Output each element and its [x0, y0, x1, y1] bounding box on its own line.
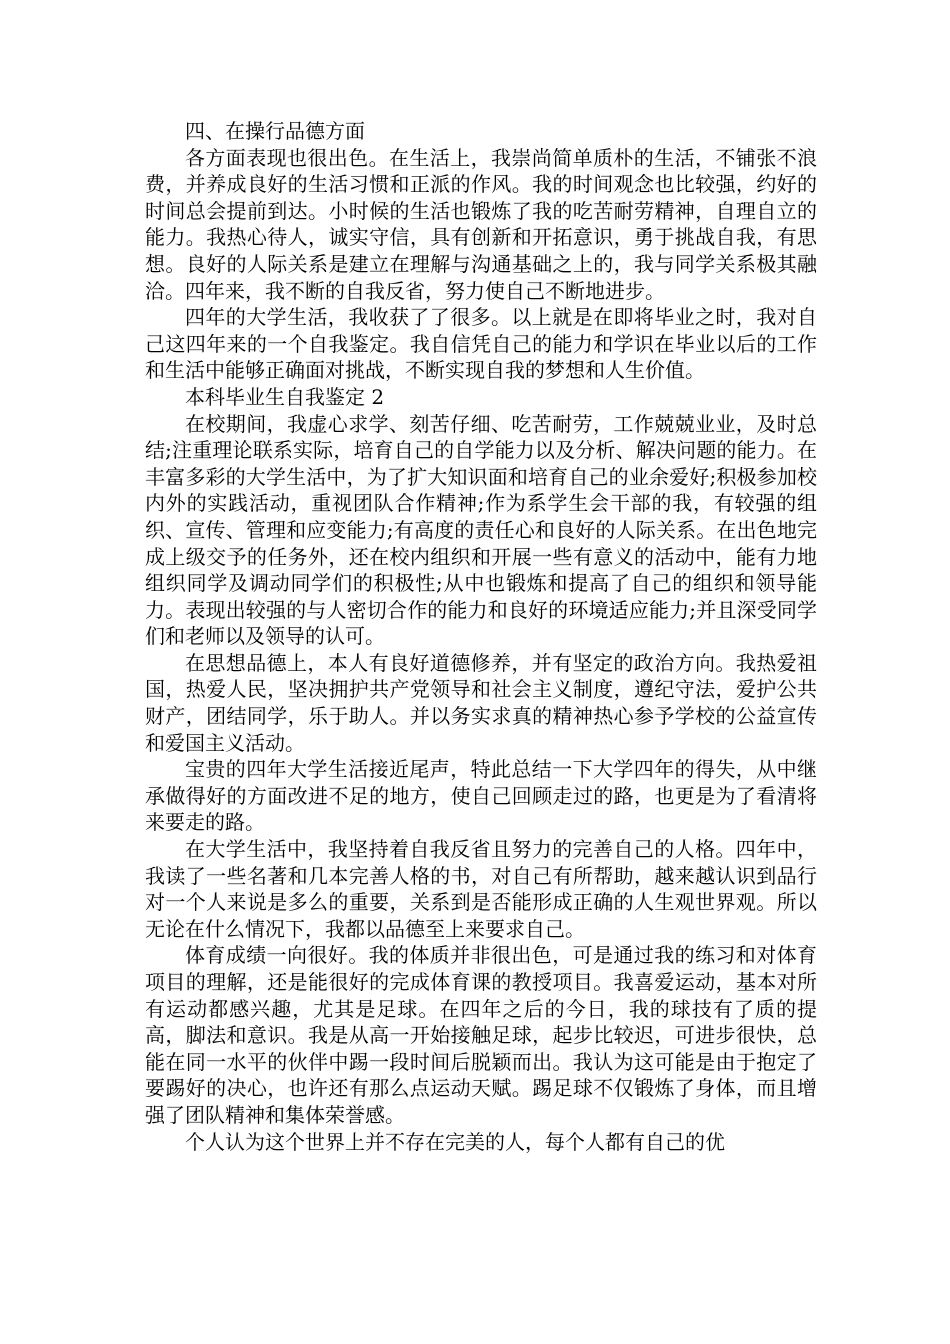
section-heading: 四、在操行品德方面 — [185, 119, 365, 143]
document-subtitle: 本科毕业生自我鉴定 2 — [185, 384, 385, 409]
paragraph: 宝贵的四年大学生活接近尾声，特此总结一下大学四年的得失，从中继承做得好的方面改进不足的地方，使自己回顾走过的路，也更是为了看清将来要走的路。 — [145, 757, 817, 835]
paragraph: 四年的大学生活，我收获了了很多。以上就是在即将毕业之时，我对自己这四年来的一个自我鉴定。我自信凭自己的能力和学识在毕业以后的工作和生活中能够正确面对挑战，不断实现自我的梦想和人生价值。 — [145, 305, 817, 383]
paragraph: 在大学生活中，我坚持着自我反省且努力的完善自己的人格。四年中，我读了一些名著和几本完善人格的书，对自己有所帮助，越来越认识到品行对一个人来说是多么的重要，关系到是否能形成正确的人生观世界观。所以无论在什么情况下，我都以品德至上来要求自己。 — [145, 837, 817, 941]
paragraph: 在思想品德上，本人有良好道德修养，并有坚定的政治方向。我热爱祖国，热爱人民，坚决拥护共产党领导和社会主义制度，遵纪守法，爱护公共财产，团结同学，乐于助人。并以务实求真的精神热心参予学校的公益宣传和爱国主义活动。 — [145, 650, 817, 755]
paragraph: 各方面表现也很出色。在生活上，我崇尚简单质朴的生活，不铺张不浪费，并养成良好的生活习惯和正派的作风。我的时间观念也比较强，约好的时间总会提前到达。小时候的生活也锻炼了我的吃苦耐劳精神，自理自立的能力。我热心待人，诚实守信，具有创新和开拓意识，勇于挑战自我，有思想。良好的人际关系是建立在理解与沟通基础之上的，我与同学关系极其融洽。四年来，我不断的自我反省，努力使自己不断地进步。 — [145, 145, 817, 303]
paragraph: 体育成绩一向很好。我的体质并非很出色，可是通过我的练习和对体育项目的理解，还是能很好的完成体育课的教授项目。我喜爱运动，基本对所有运动都感兴趣，尤其是足球。在四年之后的今日，我的球技有了质的提高，脚法和意识。我是从高一开始接触足球，起步比较迟，可进步很快，总能在同一水平的伙伴中踢一段时间后脱颖而出。我认为这可能是由于抱定了要踢好的决心，也许还有那么点运动天赋。踢足球不仅锻炼了身体，而且增强了团队精神和集体荣誉感。 — [145, 943, 817, 1127]
document-body — [145, 118, 817, 1155]
paragraph: 在校期间，我虚心求学、刻苦仔细、吃苦耐劳，工作兢兢业业，及时总结;注重理论联系实际，培育自己的自学能力以及分析、解决问题的能力。在丰富多彩的大学生活中，为了扩大知识面和培育自己的业余爱好;积极参加校内外的实践活动，重视团队合作精神;作为系学生会干部的我，有较强的组织、宣传、管理和应变能力;有高度的责任心和良好的人际关系。在出色地完成上级交予的任务外，还在校内组织和开展一些有意义的活动中，能有力地组织同学及调动同学们的积极性;从中也锻炼和提高了自己的组织和领导能力。表现出较强的与人密切合作的能力和良好的环境适应能力;并且深受同学们和老师以及领导的认可。 — [145, 411, 817, 649]
paragraph: 个人认为这个世界上并不存在完美的人，每个人都有自己的优 — [185, 1129, 725, 1154]
